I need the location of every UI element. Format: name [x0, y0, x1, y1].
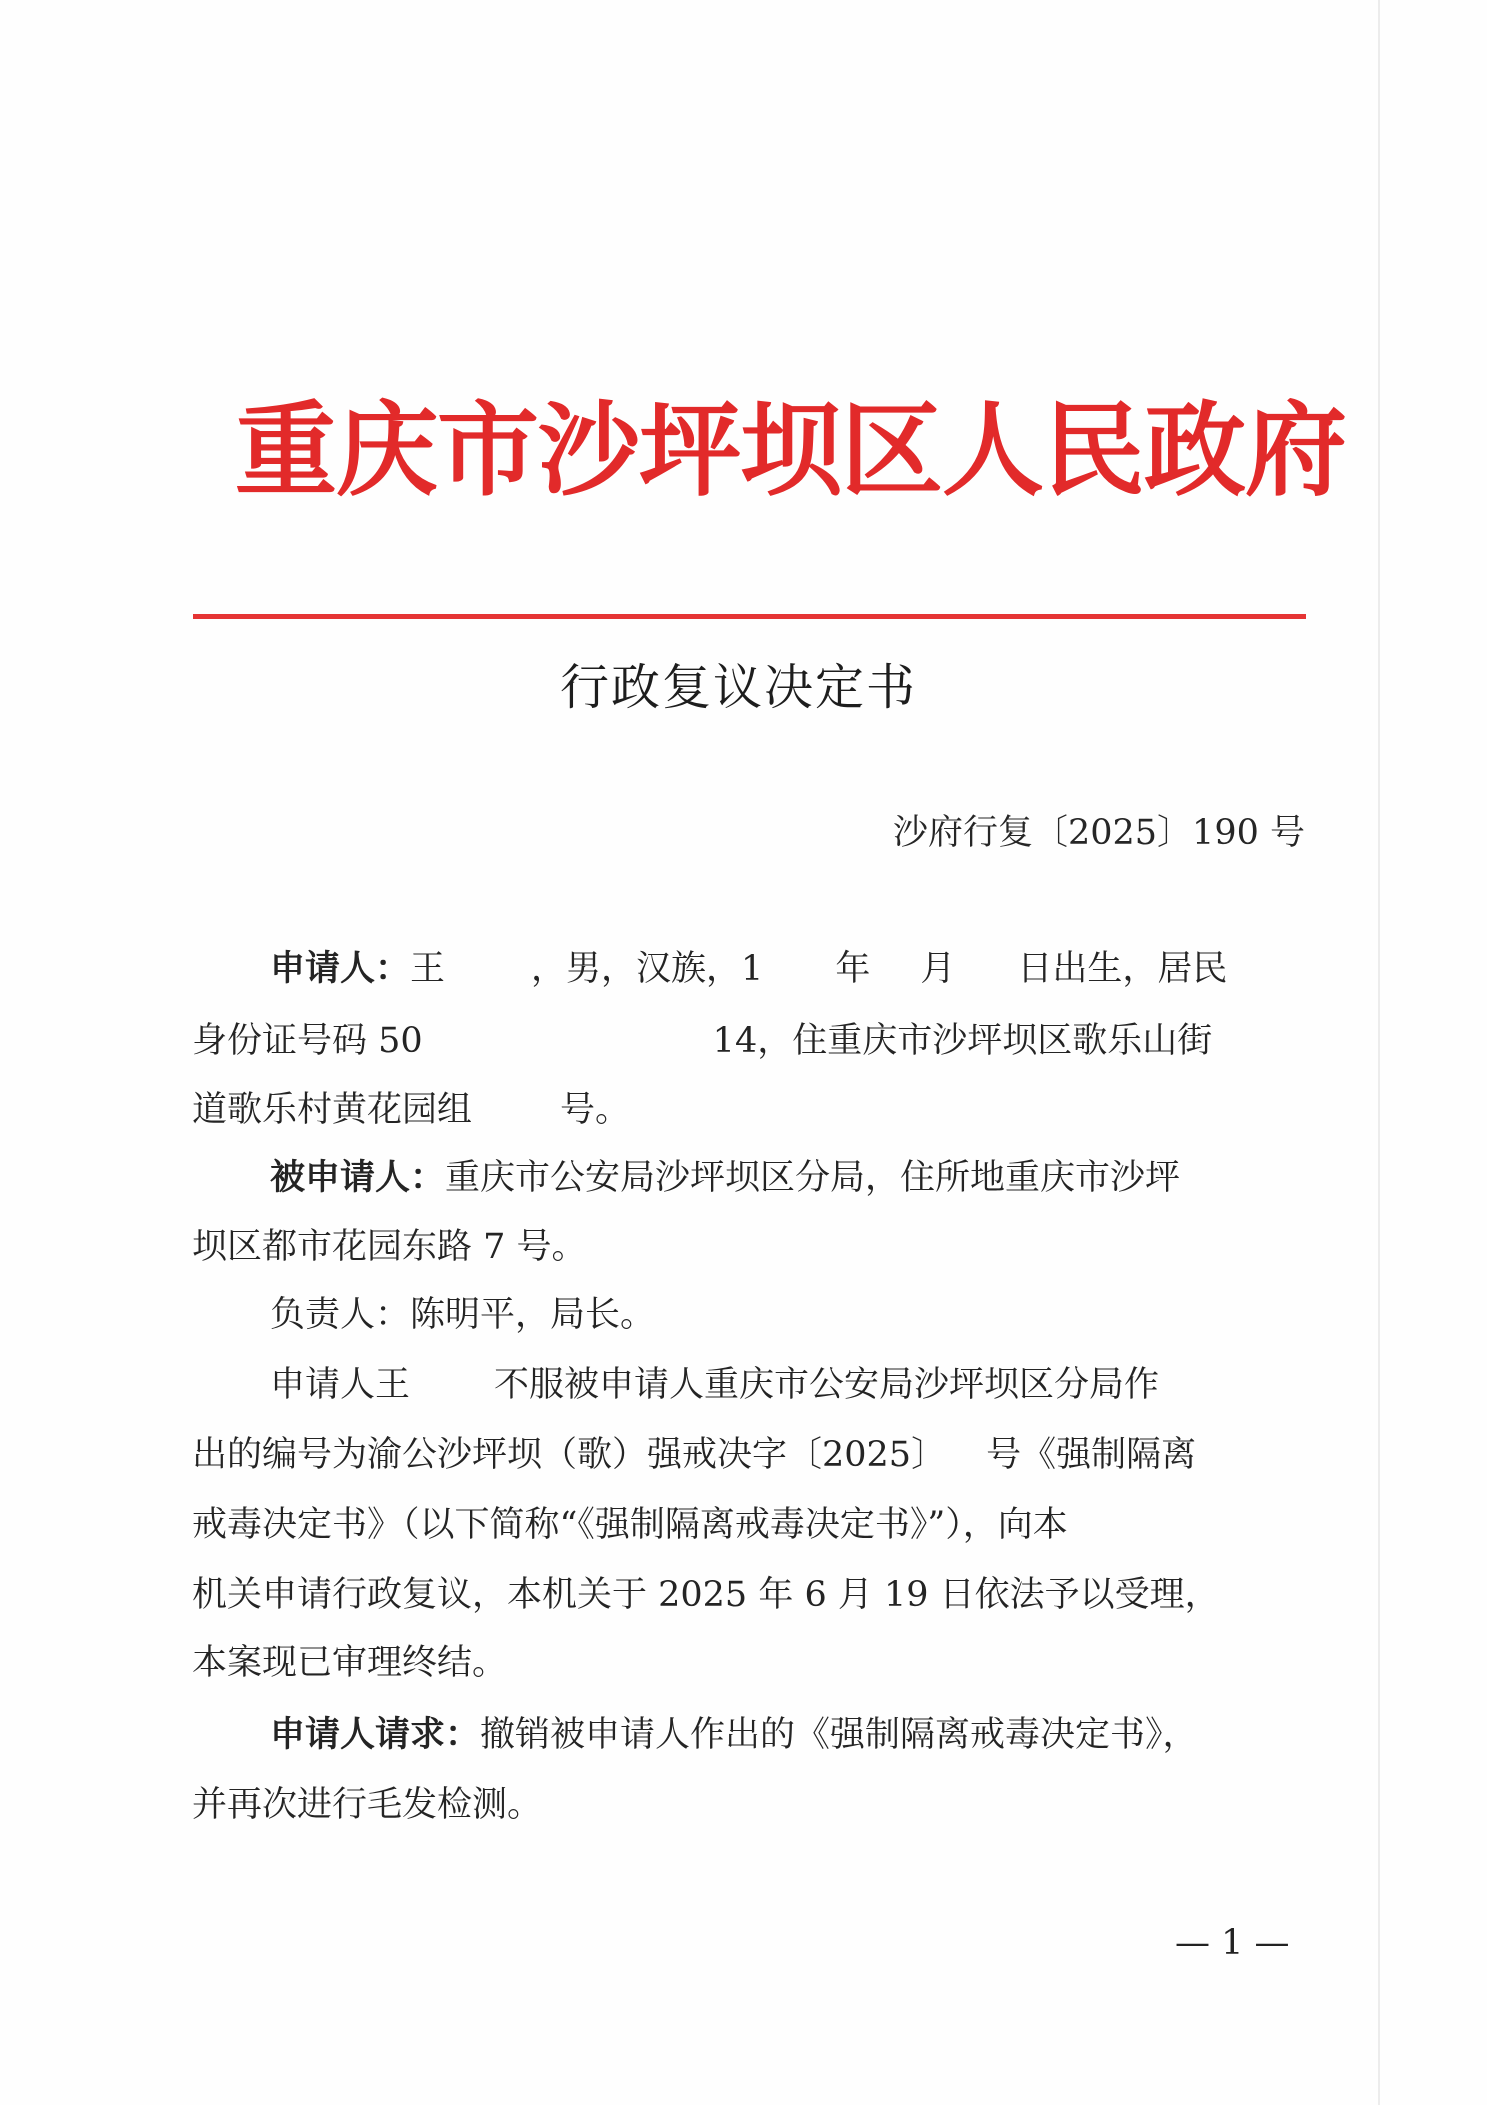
- applicant-label: 申请人：: [270, 949, 411, 989]
- applicant-line-1: [270, 944, 1227, 994]
- respondent-label: 被申请人：: [270, 1158, 446, 1198]
- issuer-header: 重庆市沙坪坝区人民政府: [235, 392, 1346, 511]
- case-text-3: 戒毒决定书》（以下简称“《强制隔离戒毒决定书》”），向本: [192, 1505, 1068, 1545]
- applicant-year: 年: [835, 949, 871, 989]
- responsible-person: [270, 1290, 655, 1340]
- applicant-address: 14，住重庆市沙坪坝区歌乐山街: [712, 1021, 1213, 1061]
- case-line-3: [192, 1500, 1068, 1550]
- respondent-info: 重庆市公安局沙坪坝区分局，住所地重庆市沙坪: [445, 1158, 1181, 1198]
- case-text-1: 不服被申请人重庆市公安局沙坪坝区分局作: [494, 1365, 1160, 1405]
- case-line-5: [192, 1638, 507, 1688]
- red-divider-rule: [193, 614, 1306, 619]
- case-text-2b: 号《强制隔离: [986, 1435, 1197, 1475]
- case-text-5: 本案现已审理终结。: [192, 1643, 508, 1683]
- case-line-1: [270, 1360, 1159, 1410]
- applicant-address-end: 号。: [560, 1090, 631, 1130]
- case-applicant: 申请人王: [270, 1365, 411, 1405]
- request-line-2: [192, 1780, 542, 1830]
- case-line-4: [192, 1570, 1220, 1620]
- applicant-info: ，男，汉族，1: [531, 949, 764, 989]
- applicant-birth: 日出生，居民: [1017, 949, 1228, 989]
- request-line-1: [270, 1710, 1198, 1760]
- page-number: — 1 —: [1175, 1923, 1290, 1963]
- applicant-id: 身份证号码 50: [192, 1021, 423, 1061]
- case-text-4: 机关申请行政复议，本机关于 2025 年 6 月 19 日依法予以受理，: [192, 1575, 1220, 1615]
- case-line-2: [192, 1430, 1196, 1480]
- respondent-line-1: [270, 1153, 1180, 1203]
- document-number: 沙府行复〔2025〕190 号: [892, 813, 1305, 853]
- respondent-address: 坝区都市花园东路 7 号。: [192, 1227, 587, 1267]
- applicant-line-2: [192, 1016, 1212, 1066]
- applicant-month: 月: [920, 949, 956, 989]
- request-text-1: 撤销被申请人作出的《强制隔离戒毒决定书》，: [480, 1715, 1198, 1755]
- case-text-2a: 出的编号为渝公沙坪坝（歌）强戒决字〔2025〕: [192, 1435, 947, 1475]
- applicant-name: 王: [410, 949, 446, 989]
- scan-edge: [1378, 0, 1380, 2105]
- request-text-2: 并再次进行毛发检测。: [192, 1785, 543, 1825]
- respondent-line-2: [192, 1222, 587, 1272]
- responsible-person-text: 负责人：陈明平，局长。: [270, 1295, 656, 1335]
- document-type-title: 行政复议决定书: [560, 659, 918, 716]
- applicant-line-3: [192, 1085, 630, 1135]
- request-label: 申请人请求：: [270, 1715, 481, 1755]
- applicant-address-cont: 道歌乐村黄花园组: [192, 1090, 473, 1130]
